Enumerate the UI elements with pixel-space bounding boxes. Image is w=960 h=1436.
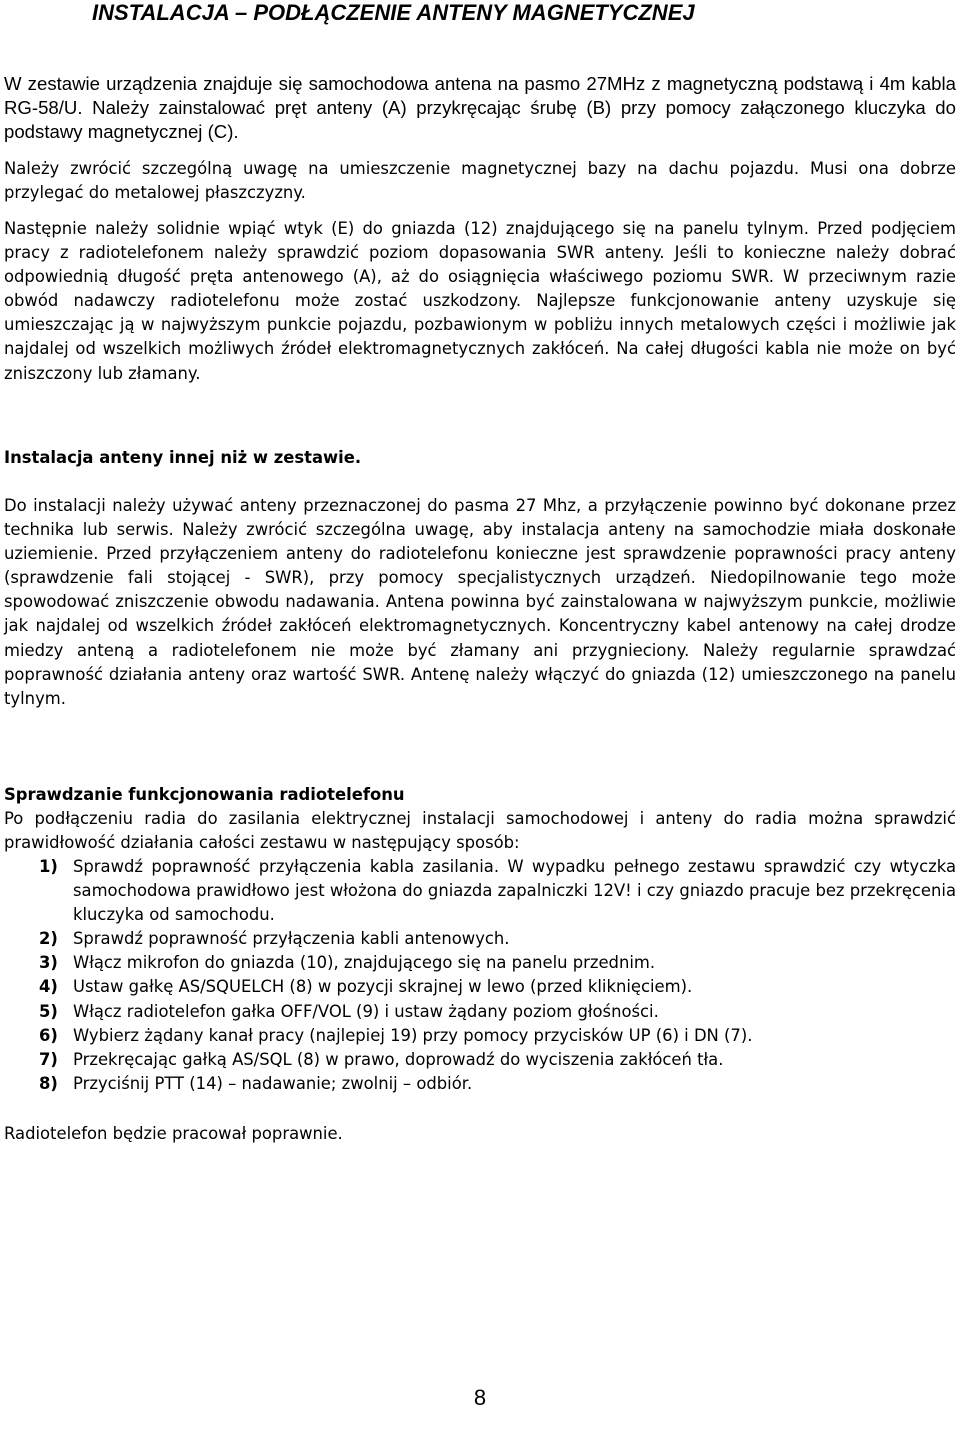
step-text: Przyciśnij PTT (14) – nadawanie; zwolnij – odbiór. — [73, 1073, 473, 1093]
connection-paragraph: Następnie należy solidnie wpiąć wtyk (E) do gniazda (12) znajdującego się na panelu tylnym. Przed podjęciem pracy z radiotelefonem należy sprawdzić poziom dopasowania SWR anteny. Jeśli to konieczne należy dobrać odpowiednią długość pręta antenowego (A), aż do osiągnięcia właściwego poziomu SWR. W przeciwnym razie obwód nadawczy radiotelefonu może zostać uszkodzony. Najlepsze funkcjonowanie anteny uzyskuje się umieszczając ją w najwyższym punkcie pojazdu, pozbawionym w pobliżu innych metalowych części i możliwie jak najdalej od wszelkich możliwych źródeł elektromagnetycznych zakłóceń. Na całej długości kabla nie może on być zniszczony lub złamany. — [4, 219, 956, 383]
section-heading-radio-check: Sprawdzanie funkcjonowania radiotelefonu — [4, 785, 405, 804]
intro-paragraph: W zestawie urządzenia znajduje się samochodowa antena na pasmo 27MHz z magnetyczną podstawą i 4m kabla RG-58/U. Należy zainstalować pręt anteny (A) przykręcając śrubę (B) przy pomocy załączonego kluczyka do podstawy magnetycznej (C). — [4, 73, 956, 142]
step-text: Włącz radiotelefon gałka OFF/VOL (9) i ustaw żądany poziom głośności. — [73, 1001, 659, 1021]
list-item — [4, 1024, 956, 1048]
list-item — [4, 975, 956, 999]
step-number: 4) — [39, 977, 58, 997]
step-number: 3) — [39, 953, 58, 973]
step-number: 8) — [39, 1073, 58, 1093]
step-text: Ustaw gałkę AS/SQUELCH (8) w pozycji skrajnej w lewo (przed kliknięciem). — [73, 977, 693, 997]
magnet-base-paragraph: Należy zwrócić szczególną uwagę na umieszczenie magnetycznej bazy na dachu pojazdu. Musi ona dobrze przylegać do metalowej płaszczyzny. — [4, 159, 956, 203]
list-item — [4, 927, 956, 951]
list-item — [4, 951, 956, 975]
step-text: Sprawdź poprawność przyłączenia kabli antenowych. — [73, 929, 510, 949]
step-number: 6) — [39, 1025, 58, 1045]
step-text: Przekręcając gałką AS/SQL (8) w prawo, doprowadź do wyciszenia zakłóceń tła. — [73, 1049, 724, 1069]
list-item — [4, 1048, 956, 1072]
list-item — [4, 1000, 956, 1024]
step-number: 1) — [39, 857, 58, 876]
radio-check-intro: Po podłączeniu radia do zasilania elektrycznej instalacji samochodowej i anteny do radia można sprawdzić prawidłowość działania całości zestawu w następujący sposób: — [4, 809, 956, 853]
list-item — [4, 855, 956, 927]
step-text: Włącz mikrofon do gniazda (10), znajdującego się na panelu przednim. — [73, 953, 656, 973]
step-text: Sprawdź poprawność przyłączenia kabla zasilania. W wypadku pełnego zestawu sprawdzić czy wtyczka samochodowa prawidłowo jest włożona do gniazda zapalniczki 12V! i czy gniazdo pracuje bez przekręcenia kluczyka od samochodu. — [73, 857, 956, 925]
step-text: Wybierz żądany kanał pracy (najlepiej 19) przy pomocy przycisków UP (6) i DN (7). — [73, 1025, 753, 1045]
other-antenna-paragraph: Do instalacji należy używać anteny przeznaczonej do pasma 27 Mhz, a przyłączenie powinno być dokonane przez technika lub serwis. Należy zwrócić szczególna uwagę, aby instalacja anteny na samochodzie miała doskonałe uziemienie. Przed przyłączeniem anteny do radiotelefonu konieczne jest sprawdzenie poprawności pracy anteny (sprawdzenie fali stojącej - SWR), przy pomocy specjalistycznych urządzeń. Niedopilnowanie tego może spowodować zniszczenie obwodu nadawania. Antena powinna być zainstalowana w najwyższym punkcie, możliwie jak najdalej od wszelkich źródeł zakłóceń elektromagnetycznych. Koncentryczny kabel antenowy na całej drodze miedzy anteną a radiotelefonem nie może być złamany ani przygnieciony. Należy regularnie sprawdzać poprawność działania anteny oraz wartość SWR. Antenę należy włączyć do gniazda (12) umieszczonego na panelu tylnym. — [4, 496, 956, 708]
closing-sentence: Radiotelefon będzie pracował poprawnie. — [4, 1124, 343, 1143]
page-number: 8 — [473, 1385, 487, 1410]
page-title: INSTALACJA – PODŁĄCZENIE ANTENY MAGNETYCZNEJ — [92, 0, 695, 25]
section-heading-other-antenna: Instalacja anteny innej niż w zestawie. — [4, 448, 362, 467]
step-number: 2) — [39, 929, 58, 949]
step-number: 7) — [39, 1049, 58, 1069]
check-steps-list — [4, 855, 956, 1096]
step-number: 5) — [39, 1001, 58, 1021]
list-item — [4, 1072, 956, 1096]
